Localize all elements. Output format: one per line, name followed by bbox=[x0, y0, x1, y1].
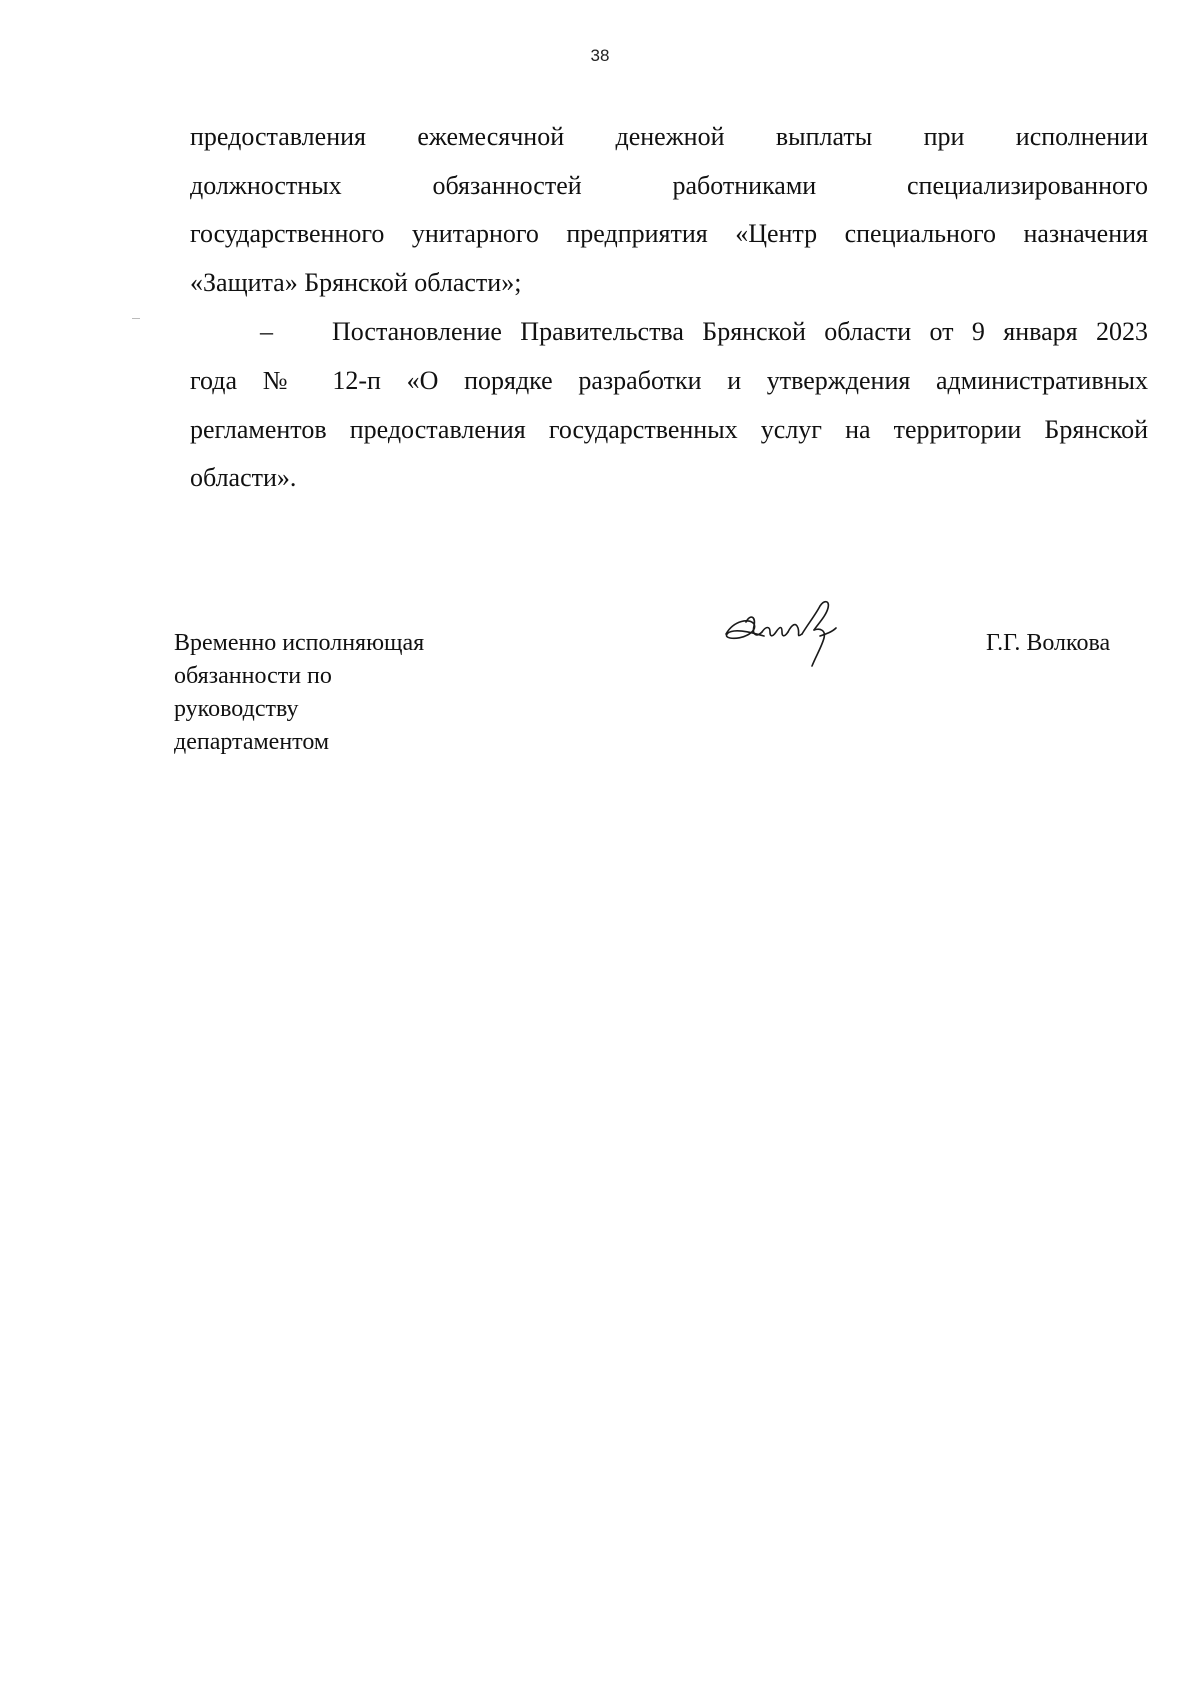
paragraph2-line4: области». bbox=[190, 463, 297, 492]
word: обязанностей bbox=[432, 171, 582, 200]
word: исполнении bbox=[1015, 122, 1148, 151]
position-line: руководству bbox=[174, 696, 299, 722]
list-dash: – bbox=[260, 317, 273, 346]
paragraph1-line3: государственного унитарного предприятия «Центр специального назначения bbox=[190, 219, 1148, 248]
paragraph2-line3: регламентов предоставления государственных услуг на территории Брянской bbox=[190, 415, 1148, 444]
word: специализированного bbox=[907, 171, 1148, 200]
word: выплаты bbox=[775, 122, 873, 151]
signatory-position bbox=[174, 627, 424, 759]
paragraph1-line2 bbox=[190, 171, 1148, 201]
word: денежной bbox=[615, 122, 725, 151]
word: при bbox=[923, 122, 965, 151]
signatory-name: Г.Г. Волкова bbox=[986, 630, 1111, 656]
paragraph1-line4: «Защита» Брянской области»; bbox=[190, 268, 522, 297]
page-number: 38 bbox=[590, 46, 610, 65]
word: должностных bbox=[190, 171, 342, 200]
position-line: обязанности по bbox=[174, 663, 332, 689]
margin-mark bbox=[132, 318, 140, 319]
position-line: департаментом bbox=[174, 729, 330, 755]
position-line: Временно исполняющая bbox=[174, 630, 425, 656]
word: работниками bbox=[672, 171, 817, 200]
handwritten-signature bbox=[720, 594, 860, 674]
word: ежемесячной bbox=[417, 122, 565, 151]
word: предоставления bbox=[190, 122, 366, 151]
paragraph2-line1-text: Постановление Правительства Брянской области от 9 января 2023 bbox=[332, 317, 1148, 346]
paragraph2-line2: года № 12-п «О порядке разработки и утверждения административных bbox=[190, 366, 1148, 395]
paragraph1-line1 bbox=[190, 122, 1148, 152]
